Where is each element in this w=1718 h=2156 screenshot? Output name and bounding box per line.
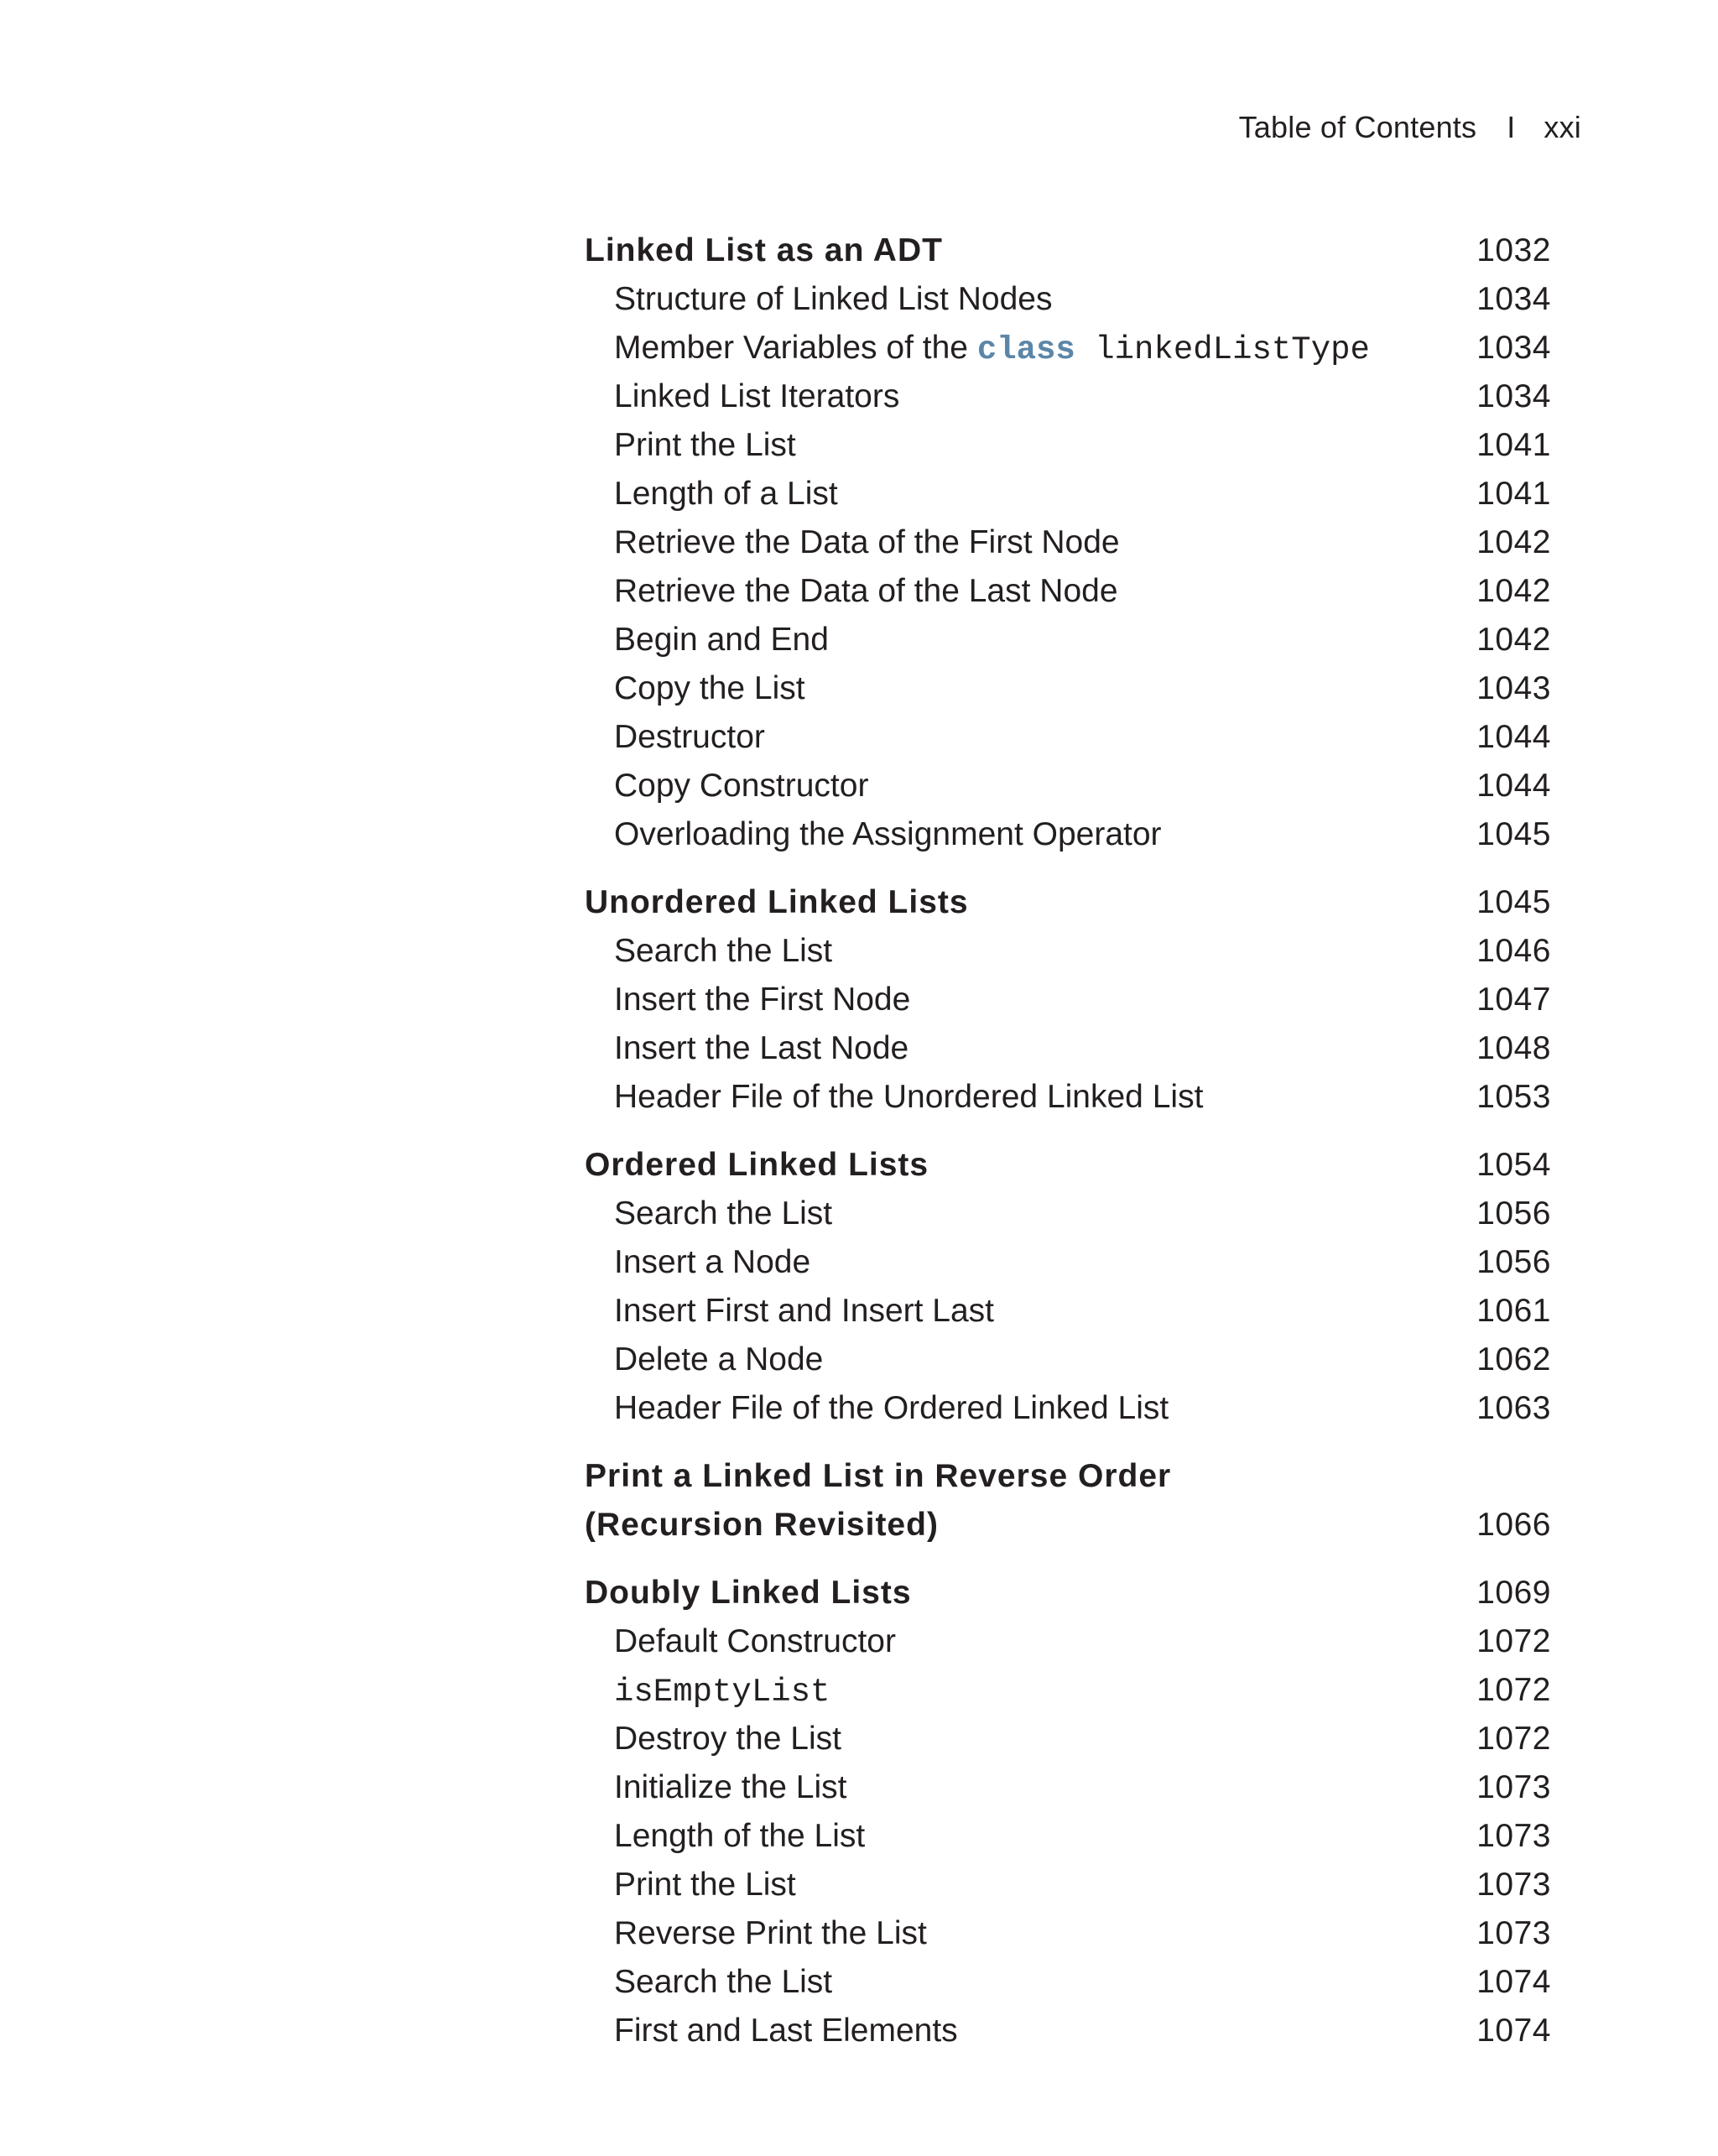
toc-entry[interactable] [585,1763,1551,1812]
toc-entry[interactable] [585,1861,1551,1909]
toc-entry[interactable] [585,324,1551,372]
toc-entry[interactable] [585,1287,1551,1336]
toc-entry-label: Copy Constructor [614,768,869,804]
toc-entry[interactable] [585,1715,1551,1763]
toc-page-number: 1042 [1476,524,1551,560]
toc-entry[interactable] [585,470,1551,518]
toc-page-number: 1034 [1476,378,1551,414]
toc-entry-label: Search the List [614,1964,833,2000]
toc-entry-label: Delete a Node [614,1341,824,1377]
toc-page-number: 1073 [1476,1769,1551,1805]
toc-entry[interactable] [585,275,1551,324]
toc-entry[interactable] [585,1812,1551,1861]
toc-page-number: 1047 [1476,982,1551,1018]
toc-page-number: 1074 [1476,2013,1551,2049]
toc-page-number: 1044 [1476,768,1551,804]
toc-entry[interactable] [585,810,1551,859]
toc-page-number: 1043 [1476,670,1551,706]
toc-page-number: 1034 [1476,330,1551,366]
header-separator: I [1507,110,1516,144]
toc-entry-label: Destructor [614,719,765,755]
toc-entry[interactable] [585,976,1551,1024]
toc-section-unordered-linked-lists [585,878,1551,1122]
toc-entry-label: Structure of Linked List Nodes [614,281,1053,317]
toc-entry-code: isEmptyList [614,1674,830,1711]
toc-entry-label: Insert a Node [614,1244,811,1280]
toc-entry[interactable] [585,762,1551,810]
table-of-contents [585,227,1551,2075]
toc-heading[interactable] [585,1141,1551,1190]
toc-entry[interactable] [585,1024,1551,1073]
toc-entry-code-keyword: class [976,331,1075,368]
toc-page-number: 1062 [1476,1341,1551,1377]
toc-heading[interactable] [585,227,1551,275]
toc-heading-label: Linked List as an ADT [585,232,943,268]
toc-page-number: 1041 [1476,427,1551,463]
toc-entry-code: linkedListType [1075,331,1370,368]
toc-entry[interactable] [585,372,1551,421]
toc-entry-label: Length of the List [614,1818,866,1854]
toc-page-number: 1072 [1476,1672,1551,1708]
toc-page-number: 1074 [1476,1964,1551,2000]
toc-entry[interactable] [585,1238,1551,1287]
toc-page-number: 1073 [1476,1818,1551,1854]
running-header [1239,109,1581,146]
toc-entry-label: Retrieve the Data of the First Node [614,524,1120,560]
toc-entry-label: Insert the Last Node [614,1030,909,1066]
toc-page-number: 1042 [1476,622,1551,658]
toc-page-number: 1072 [1476,1721,1551,1757]
toc-entry-label: Search the List [614,1195,833,1232]
toc-entry[interactable] [585,1666,1551,1715]
toc-page-number: 1032 [1476,232,1551,268]
toc-entry[interactable] [585,1617,1551,1666]
toc-page-number: 1056 [1476,1244,1551,1280]
toc-heading[interactable] [585,1501,1551,1549]
toc-entry[interactable] [585,421,1551,470]
toc-entry[interactable] [585,713,1551,762]
toc-entry[interactable] [585,1384,1551,1433]
toc-section-doubly-linked-lists [585,1569,1551,2055]
toc-page-number: 1045 [1476,816,1551,852]
toc-heading[interactable] [585,878,1551,927]
toc-section-linked-list-adt [585,227,1551,859]
toc-entry[interactable] [585,567,1551,616]
toc-page-number: 1046 [1476,933,1551,969]
toc-page-number: 1063 [1476,1390,1551,1426]
toc-page-number: 1044 [1476,719,1551,755]
toc-page-number: 1073 [1476,1915,1551,1951]
toc-section-print-reverse [585,1452,1551,1549]
toc-entry[interactable] [585,1073,1551,1122]
toc-page-number: 1053 [1476,1079,1551,1115]
toc-entry-label: Default Constructor [614,1623,896,1659]
toc-entry-label: Length of a List [614,476,838,512]
toc-entry-label: Insert the First Node [614,982,911,1018]
toc-entry[interactable] [585,927,1551,976]
toc-page-number: 1069 [1476,1575,1551,1611]
toc-entry-label: Destroy the List [614,1721,841,1757]
toc-entry-label: Member Variables of the [614,330,977,366]
toc-entry[interactable] [585,1958,1551,2007]
toc-entry[interactable] [585,1909,1551,1958]
toc-page-number: 1056 [1476,1195,1551,1232]
toc-heading-label: Doubly Linked Lists [585,1575,912,1611]
toc-entry-label: Linked List Iterators [614,378,900,414]
toc-section-ordered-linked-lists [585,1141,1551,1433]
toc-entry-label: Insert First and Insert Last [614,1293,995,1329]
toc-entry[interactable] [585,1336,1551,1384]
toc-heading-label: (Recursion Revisited) [585,1507,939,1543]
toc-page-number: 1054 [1476,1147,1551,1183]
toc-entry-label: Search the List [614,933,833,969]
toc-entry-label: First and Last Elements [614,2013,958,2049]
toc-heading-line[interactable] [585,1452,1551,1501]
header-page-number: xxi [1544,110,1581,144]
toc-entry-label: Begin and End [614,622,829,658]
toc-page-number: 1066 [1476,1507,1551,1543]
toc-entry-label: Print the List [614,427,796,463]
toc-entry-label: Reverse Print the List [614,1915,927,1951]
toc-entry[interactable] [585,616,1551,664]
toc-entry[interactable] [585,2007,1551,2055]
toc-entry-label: Copy the List [614,670,805,706]
toc-page-number: 1042 [1476,573,1551,609]
toc-page-number: 1048 [1476,1030,1551,1066]
toc-entry-label: Initialize the List [614,1769,847,1805]
toc-heading[interactable] [585,1569,1551,1617]
toc-page-number: 1073 [1476,1867,1551,1903]
toc-page-number: 1061 [1476,1293,1551,1329]
toc-page-number: 1034 [1476,281,1551,317]
toc-page-number: 1045 [1476,884,1551,920]
header-title: Table of Contents [1238,110,1477,144]
toc-heading-label: Unordered Linked Lists [585,884,969,920]
toc-entry-label: Header File of the Ordered Linked List [614,1390,1169,1426]
toc-entry[interactable] [585,518,1551,567]
toc-entry[interactable] [585,664,1551,713]
toc-entry-label: Retrieve the Data of the Last Node [614,573,1118,609]
toc-page-number: 1041 [1476,476,1551,512]
toc-entry-label: Print the List [614,1867,796,1903]
toc-entry[interactable] [585,1190,1551,1238]
toc-page-number: 1072 [1476,1623,1551,1659]
toc-entry-label: Overloading the Assignment Operator [614,816,1162,852]
toc-heading-label: Print a Linked List in Reverse Order [585,1458,1172,1494]
toc-heading-label: Ordered Linked Lists [585,1147,929,1183]
toc-entry-label: Header File of the Unordered Linked List [614,1079,1204,1115]
